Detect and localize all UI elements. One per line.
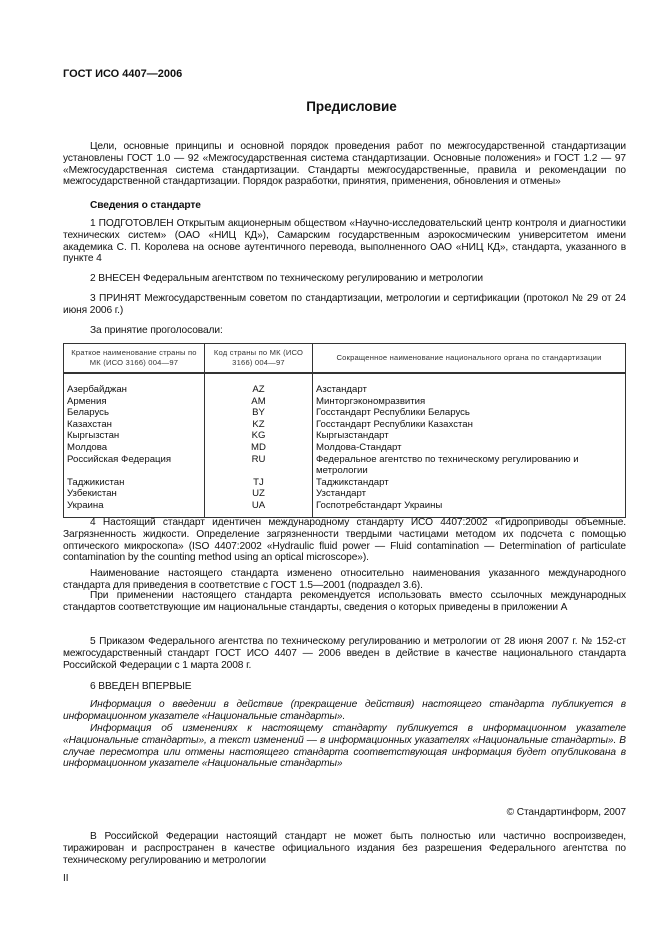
item-3: 3 ПРИНЯТ Межгосударственным советом по стандартизации, метрологии и сертификации (протокол № 29 от 24 июня 2006 г.)	[63, 293, 626, 316]
cell-country: Беларусь	[64, 407, 205, 419]
cell-country: Таджикистан	[64, 477, 205, 489]
cell-country: Молдова	[64, 442, 205, 454]
info-paragraph-1: Информация о введении в действие (прекращение действия) настоящего стандарта публикуется в информационном указателе «Национальные стандарты».	[63, 699, 626, 722]
item-2: 2 ВНЕСЕН Федеральным агентством по техническому регулированию и метрологии	[90, 273, 483, 284]
cell-body: Молдова-Стандарт	[313, 442, 626, 454]
cell-country: Кыргызстан	[64, 430, 205, 442]
table-row	[64, 500, 626, 517]
table-row	[64, 477, 626, 489]
cell-code: MD	[205, 442, 313, 454]
table-row	[64, 396, 626, 408]
section-heading: Сведения о стандарте	[90, 200, 201, 211]
cell-country: Российская Федерация	[64, 454, 205, 477]
table-row	[64, 407, 626, 419]
item-6: 6 ВВЕДЕН ВПЕРВЫЕ	[90, 681, 192, 692]
cell-body: Госстандарт Республики Беларусь	[313, 407, 626, 419]
table-row	[64, 419, 626, 431]
table-row	[64, 430, 626, 442]
cell-body: Госпотребстандарт Украины	[313, 500, 626, 517]
cell-country: Азербайджан	[64, 373, 205, 396]
cell-code: TJ	[205, 477, 313, 489]
intro-paragraph: Цели, основные принципы и основной порядок проведения работ по межгосударственной стандартизации установлены ГОСТ 1.0 — 92 «Межгосударственная система стандартизации. Основные положения» и ГОСТ 1.2 — 97 «Межгосударственная система стандартизации. Стандарты межгосударственные, правила и рекомендации по межгосударственной стандартизации. Порядок разработки, принятия, применения, обновления и отмены»	[63, 141, 626, 188]
cell-body: Азстандарт	[313, 373, 626, 396]
table-row	[64, 454, 626, 477]
cell-country: Узбекистан	[64, 488, 205, 500]
col-header-code: Код страны по МК (ИСО 3166) 004—97	[205, 344, 313, 374]
item-4-references-note: При применении настоящего стандарта рекомендуется использовать вместо ссылочных международных стандартов соответствующие им национальные стандарты, сведения о которых приведены в приложении А	[63, 590, 626, 613]
cell-body: Госстандарт Республики Казахстан	[313, 419, 626, 431]
cell-body: Минторгэкономразвития	[313, 396, 626, 408]
cell-country: Армения	[64, 396, 205, 408]
cell-country: Украина	[64, 500, 205, 517]
item-1: 1 ПОДГОТОВЛЕН Открытым акционерным обществом «Научно-исследовательский центр контроля и диагностики технических систем» (ОАО «НИЦ КД»), Самарским государственным аэрокосмическим университетом имени академика С. П. Королева на основе аутентичного перевода, выполненного ОАО «НИЦ КД», стандарта, указанного в пункте 4	[63, 218, 626, 265]
cell-body: Таджикстандарт	[313, 477, 626, 489]
cell-body: Федеральное агентство по техническому регулированию и метрологии	[313, 454, 626, 477]
cell-body: Узстандарт	[313, 488, 626, 500]
cell-code: AZ	[205, 373, 313, 396]
page-number: II	[63, 873, 69, 884]
table-row	[64, 442, 626, 454]
cell-code: AM	[205, 396, 313, 408]
cell-country: Казахстан	[64, 419, 205, 431]
item-4-name-note: Наименование настоящего стандарта изменено относительно наименования указанного международного стандарта для приведения в соответствие с ГОСТ 1.5—2001 (подраздел 3.6).	[63, 568, 626, 591]
table-row	[64, 488, 626, 500]
item-5: 5 Приказом Федерального агентства по техническому регулированию и метрологии от 28 июня 2007 г. № 152-ст межгосударственный стандарт ГОСТ ИСО 4407 — 2006 введен в действие в качестве национального стандарта Российской Федерации с 1 марта 2008 г.	[63, 636, 626, 671]
cell-code: UZ	[205, 488, 313, 500]
col-header-body: Сокращенное наименование национального органа по стандартизации	[313, 344, 626, 374]
cell-code: BY	[205, 407, 313, 419]
reproduction-notice: В Российской Федерации настоящий стандарт не может быть полностью или частично воспроизведен, тиражирован и распространен в качестве официального издания без разрешения Федерального агентства по техническому регулированию и метрологии	[63, 831, 626, 866]
cell-code: RU	[205, 454, 313, 477]
col-header-country: Краткое наименование страны по МК (ИСО 3166) 004—97	[64, 344, 205, 374]
item-4: 4 Настоящий стандарт идентичен международному стандарту ИСО 4407:2002 «Гидроприводы объемные. Загрязненность жидкости. Определение загрязненности твердыми частицами методом их подсчета с помощью оптического микроскопа» (ISO 4407:2002 «Hydraulic fluid power — Fluid contamination — Determination of particulate contamination by the counting method using an optical microscope»).	[63, 517, 626, 564]
copyright: © Стандартинформ, 2007	[506, 807, 626, 818]
cell-code: UA	[205, 500, 313, 517]
table-row	[64, 373, 626, 396]
cell-body: Кыргызстандарт	[313, 430, 626, 442]
page-title: Предисловие	[306, 99, 397, 114]
cell-code: KG	[205, 430, 313, 442]
voted-label: За принятие проголосовали:	[90, 325, 223, 336]
doc-code-header: ГОСТ ИСО 4407—2006	[63, 68, 183, 80]
info-paragraph-2: Информация об изменениях к настоящему стандарту публикуется в информационном указателе «Национальные стандарты», а текст изменений — в информационных указателях «Национальные стандарты». В случае пересмотра или отмены настоящего стандарта соответствующая информация будет опубликована в информационном указателе «Национальные стандарты»	[63, 723, 626, 770]
voting-table	[63, 343, 626, 518]
cell-code: KZ	[205, 419, 313, 431]
